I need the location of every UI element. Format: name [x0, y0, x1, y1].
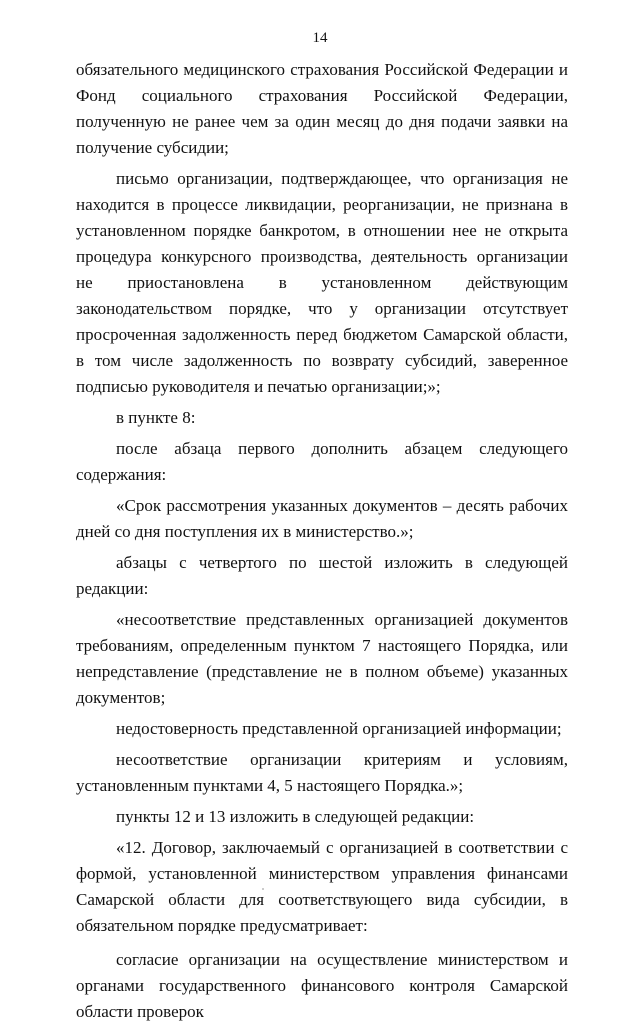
paragraph-consent: согласие организации на осуществление министерством и органами государственного финансового контроля Самарской области проверок	[76, 950, 568, 1021]
paragraph-continuation: обязательного медицинского страхования Российской Федерации и Фонд социального страхования Российской Федерации, полученную не ранее чем за один месяц до дня подачи заявки на получение субсидии;	[76, 60, 568, 157]
paragraph-point-8: в пункте 8:	[116, 408, 196, 427]
page-number: 14	[312, 30, 328, 46]
paragraph-nonconformity-criteria: несоответствие организации критериям и условиям, установленным пунктами 4, 5 настоящего Порядка.»;	[76, 750, 568, 795]
paragraph-letter-requirement: письмо организации, подтверждающее, что организация не находится в процессе ликвидации, реорганизации, не признана в установленном порядке банкротом, в отношении нее не открыта процедура конкурсного производства, деятельность организации не приостановлена в установленном действующим законодательством порядке, что у организации отсутствует просроченная задолженность перед бюджетом Самарской области, в том числе задолженность по возврату субсидий, заверенное подписью руководителя и печатью организации;»;	[76, 169, 568, 396]
paragraph-add-abzac: после абзаца первого дополнить абзацем следующего содержания:	[76, 439, 568, 484]
document-body	[76, 57, 568, 1025]
paragraph-point-12-contract: «12. Договор, заключаемый с организацией в соответствии с формой, установленной министерством управления финансами Самарской области для соответствующего вида субсидии, в обязательном порядке предусматривает:	[76, 838, 568, 935]
paragraph-points-12-13: пункты 12 и 13 изложить в следующей редакции:	[116, 807, 475, 826]
paragraph-nonconformity-docs: «несоответствие представленных организацией документов требованиям, определенным пунктом 7 настоящего Порядка, или непредставление (представление не в полном объеме) указанных документов;	[76, 610, 568, 707]
paragraph-unreliability: недостоверность представленной организацией информации;	[116, 719, 562, 738]
paragraph-abzacy-4-6: абзацы с четвертого по шестой изложить в следующей редакции:	[76, 553, 568, 598]
scan-speck	[262, 888, 264, 890]
paragraph-review-term: «Срок рассмотрения указанных документов – десять рабочих дней со дня поступления их в министерство.»;	[76, 496, 568, 541]
